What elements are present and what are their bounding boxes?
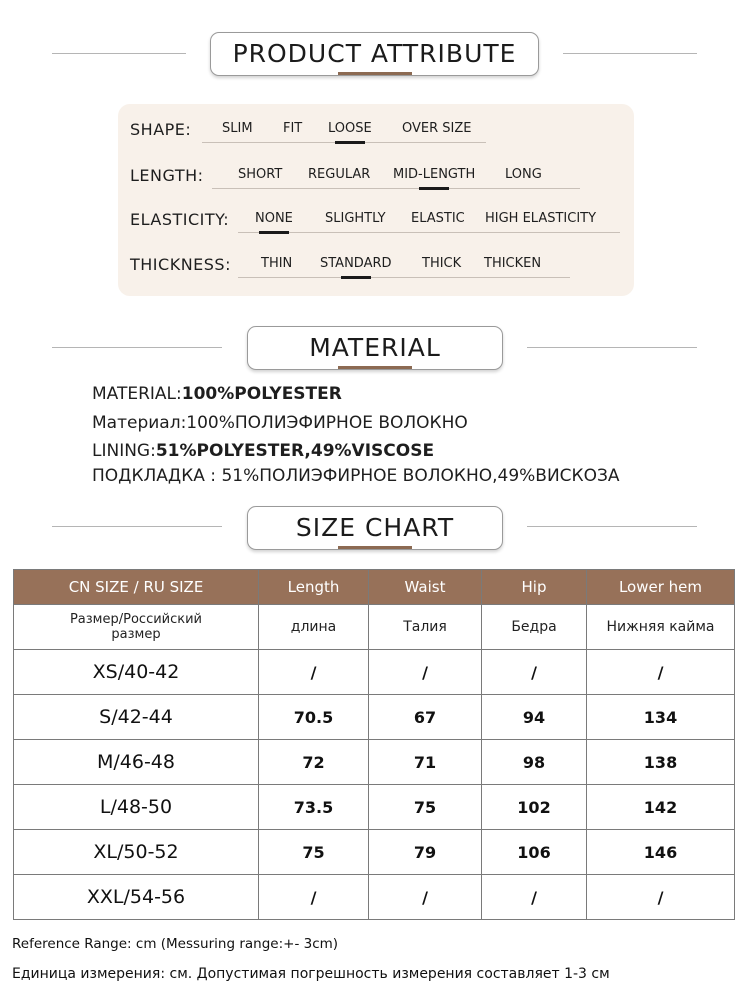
hip-cell: 94 [482,695,587,740]
material-value: 100%POLYESTER [181,384,342,404]
table-row [14,830,735,875]
attribute-option: REGULAR [308,167,371,182]
lower-hem-cell: 138 [587,740,735,785]
reference-note-ru: Единица измерения: см. Допустимая погрешность измерения составляет 1-3 см [12,966,610,982]
divider-left [52,347,222,348]
length-cell: / [259,875,369,920]
lining-label: LINING: [92,441,156,461]
attribute-option: NONE [255,211,293,226]
size-chart-title: SIZE CHART [247,506,503,550]
waist-cell: 75 [369,785,482,830]
header-lower-hem: Lower hem [587,570,735,605]
attribute-label: ELASTICITY: [130,210,230,229]
header-waist: Waist [369,570,482,605]
subheader-size: Размер/Российский размер [14,605,259,650]
divider-right [563,53,697,54]
lining-ru-line: ПОДКЛАДКА : 51%ПОЛИЭФИРНОЕ ВОЛОКНО,49%ВИСКОЗА [92,466,620,486]
attribute-option: THICK [422,256,462,271]
size-cell: XXL/54-56 [14,875,259,920]
selected-marker [419,187,449,190]
attribute-option: ELASTIC [411,211,465,226]
header-hip: Hip [482,570,587,605]
size-cell: XL/50-52 [14,830,259,875]
attribute-option: FIT [283,121,303,136]
attribute-option: SLIGHTLY [325,211,386,226]
table-row [14,650,735,695]
attribute-rule [238,277,570,278]
attribute-label: SHAPE: [130,120,192,139]
title-underline [338,366,412,369]
hip-cell: / [482,650,587,695]
length-cell: 75 [259,830,369,875]
table-row [14,695,735,740]
lining-line [92,441,434,461]
waist-cell: 71 [369,740,482,785]
attribute-option: OVER SIZE [402,121,472,136]
material-label: MATERIAL: [92,384,182,404]
attribute-option: LONG [505,167,542,182]
table-row [14,785,735,830]
size-chart-table [13,569,735,920]
hip-cell: 106 [482,830,587,875]
hip-cell: / [482,875,587,920]
attribute-rule [212,188,580,189]
title-underline [338,546,412,549]
lower-hem-cell: 142 [587,785,735,830]
lower-hem-cell: / [587,875,735,920]
waist-cell: / [369,875,482,920]
attribute-option: THIN [261,256,293,271]
attribute-option: SHORT [238,167,283,182]
selected-marker [259,231,289,234]
header-size: CN SIZE / RU SIZE [14,570,259,605]
lower-hem-cell: 146 [587,830,735,875]
selected-marker [335,141,365,144]
table-subheader-row [14,605,735,650]
size-cell: XS/40-42 [14,650,259,695]
material-ru-line: Материал:100%ПОЛИЭФИРНОЕ ВОЛОКНО [92,413,468,433]
material-title: MATERIAL [247,326,503,370]
selected-marker [341,276,371,279]
waist-cell: 79 [369,830,482,875]
header-length: Length [259,570,369,605]
table-header-row [14,570,735,605]
attribute-option: STANDARD [320,256,392,271]
material-line [92,384,342,404]
table-row [14,740,735,785]
subheader-lower-hem: Нижняя кайма [587,605,735,650]
attribute-label: THICKNESS: [130,255,231,274]
product-attribute-title: PRODUCT ATTRIBUTE [210,32,539,76]
attribute-option: SLIM [222,121,253,136]
divider-right [527,347,697,348]
lower-hem-cell: / [587,650,735,695]
attribute-option: THICKEN [484,256,542,271]
divider-left [52,526,222,527]
lining-value: 51%POLYESTER,49%VISCOSE [155,441,435,461]
reference-note-en: Reference Range: cm (Messuring range:+- 3cm) [12,936,339,952]
attribute-option: LOOSE [328,121,372,136]
length-cell: 72 [259,740,369,785]
attribute-option: HIGH ELASTICITY [485,211,597,226]
size-cell: M/46-48 [14,740,259,785]
hip-cell: 102 [482,785,587,830]
size-cell: L/48-50 [14,785,259,830]
divider-right [527,526,697,527]
length-cell: / [259,650,369,695]
hip-cell: 98 [482,740,587,785]
size-cell: S/42-44 [14,695,259,740]
divider-left [52,53,186,54]
subheader-waist: Талия [369,605,482,650]
length-cell: 70.5 [259,695,369,740]
length-cell: 73.5 [259,785,369,830]
table-row [14,875,735,920]
attribute-label: LENGTH: [130,166,204,185]
subheader-hip: Бедра [482,605,587,650]
waist-cell: 67 [369,695,482,740]
attribute-option: MID-LENGTH [393,167,476,182]
subheader-length: длина [259,605,369,650]
attribute-rule [238,232,620,233]
waist-cell: / [369,650,482,695]
lower-hem-cell: 134 [587,695,735,740]
title-underline [338,72,412,75]
